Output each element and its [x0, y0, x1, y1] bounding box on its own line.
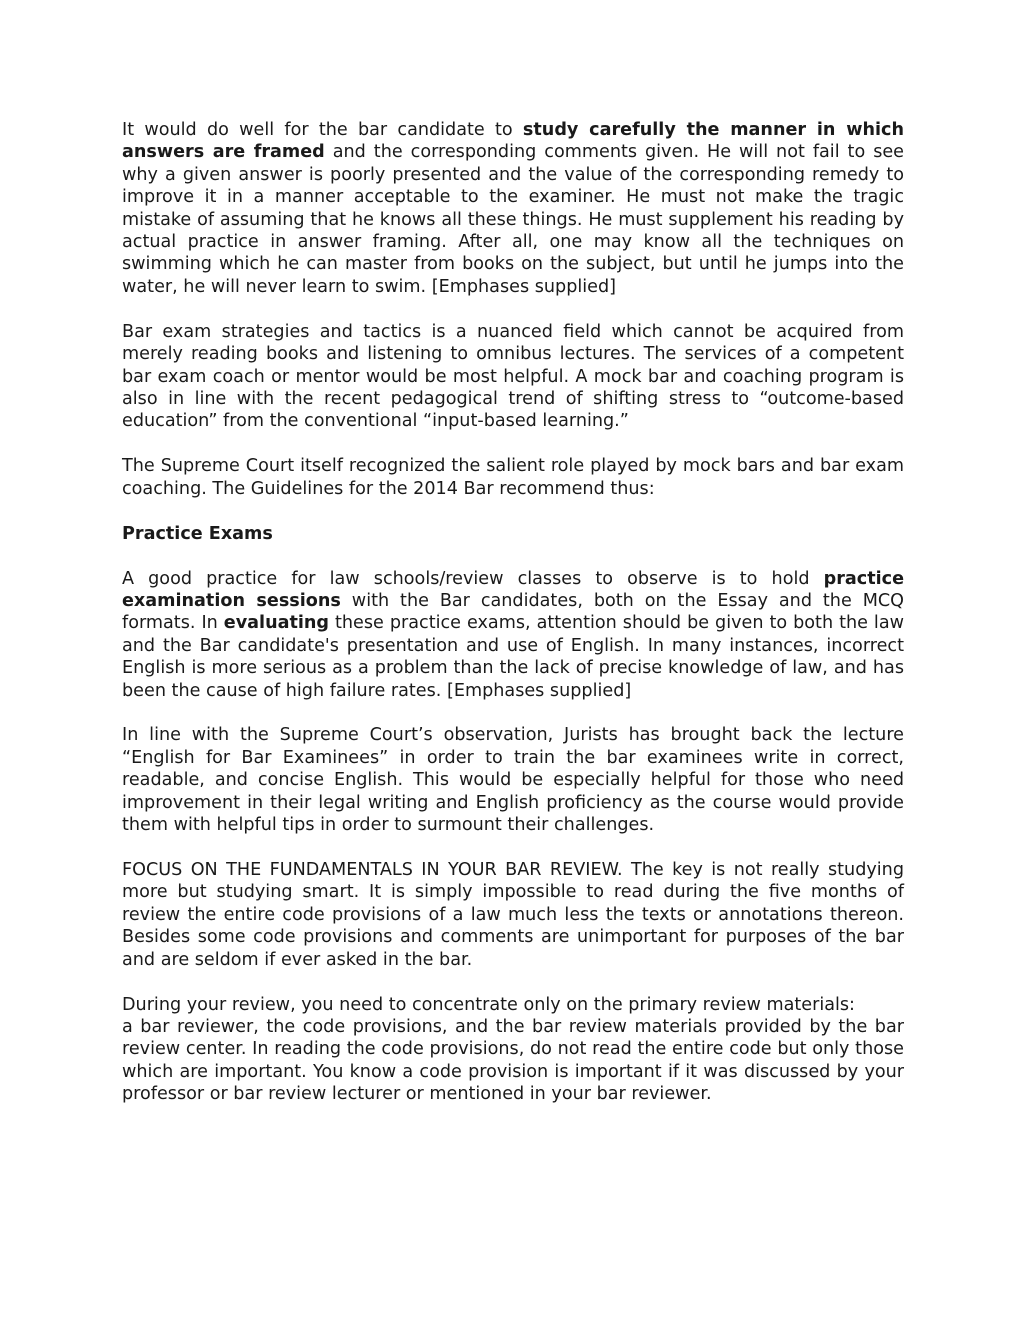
paragraph-review-materials: [122, 994, 904, 1106]
paragraph-bar-strategies: Bar exam strategies and tactics is a nuanced field which cannot be acquired from merely reading books and listening to omnibus lectures. The services of a competent bar exam coach or mentor would be most helpful. A mock bar and coaching program is also in line with the recent pedagogical trend of shifting stress to “outcome-based education” from the conventional “input-based learning.”: [122, 321, 904, 432]
text-run: with the Bar candidates, both on the Essay and the MCQ formats. In: [122, 590, 905, 634]
paragraph-quote-answer-framing: [122, 119, 904, 298]
text-run: A good practice for law schools/review classes to observe is to hold: [122, 568, 824, 589]
emphasis-text: practice examination sessions: [122, 568, 904, 611]
emphasis-text: study carefully the manner in which answers are framed: [122, 120, 904, 163]
section-heading: Practice Exams: [122, 523, 273, 544]
text-run: It would do well for the bar candidate to: [122, 120, 523, 140]
paragraph-practice-exams: [122, 568, 904, 702]
document-page: [122, 119, 904, 1128]
paragraph-supreme-court: The Supreme Court itself recognized the salient role played by mock bars and bar exam coaching. The Guidelines for the 2014 Bar recommend thus:: [122, 456, 904, 499]
emphasis-text: evaluating: [223, 613, 330, 634]
text-run: and the corresponding comments given. He will not fail to see why a given answer is poorly presented and the value of the corresponding remedy to improve it in a manner acceptable to the examiner. He must not make the tragic mistake of assuming that he knows all these things. He must supplement his reading by actual practice in answer framing. After all, one may know all the techniques on swimming which he can master from books on the subject, but until he jumps into the water, he will never learn to swim. [Emphases supplied]: [122, 142, 905, 297]
text-run: a bar reviewer, the code provisions, and the bar review materials provided by the bar review center. In reading the code provisions, do not read the entire code but only those which are important. You know a code provision is important if it was discussed by your professor or bar review lecturer or mentioned in your bar reviewer.: [122, 1016, 904, 1105]
paragraph-english-lecture: In line with the Supreme Court’s observation, Jurists has brought back the lecture “English for Bar Examinees” in order to train the bar examinees write in correct, readable, and concise English. This would be especially helpful for those who need improvement in their legal writing and English proficiency as the course would provide them with helpful tips in order to surmount their challenges.: [122, 725, 904, 836]
text-run: During your review, you need to concentrate only on the primary review materials:: [122, 994, 855, 1015]
text-run: these practice exams, attention should be given to both the law and the Bar candidate's presentation and use of English. In many instances, incorrect English is more serious as a problem than the lack of precise knowledge of law, and has been the cause of high failure rates. [Emphases supplied]: [122, 613, 904, 701]
paragraph-focus-fundamentals: FOCUS ON THE FUNDAMENTALS IN YOUR BAR REVIEW. The key is not really studying more but studying smart. It is simply impossible to read during the five months of review the entire code provisions of a law much less the texts or annotations thereon. Besides some code provisions and comments are unimportant for purposes of the bar and are seldom if ever asked in the bar.: [122, 859, 904, 970]
